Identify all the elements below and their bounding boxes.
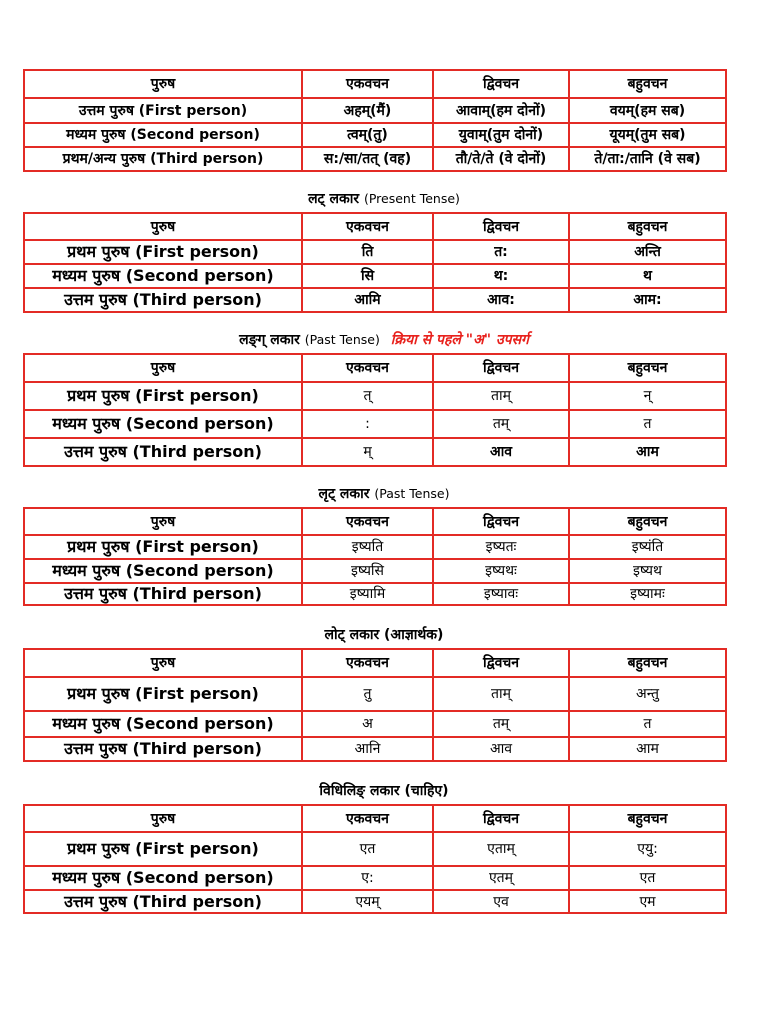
cell: त:: [433, 240, 569, 264]
cell: इष्यंति: [569, 535, 726, 559]
lrit-heading: [0, 484, 768, 503]
vidhiling-heading: [0, 781, 768, 800]
cell: ताम्: [433, 677, 569, 711]
row-label: प्रथम पुरुष (First person): [24, 240, 302, 264]
row-label: प्रथम पुरुष (First person): [24, 677, 302, 711]
lrit-subtitle: (Past Tense): [374, 486, 450, 501]
row-label: प्रथम पुरुष (First person): [24, 382, 302, 410]
row-label: उत्तम पुरुष (Third person): [24, 737, 302, 761]
cell: इष्यामि: [302, 583, 433, 605]
cell: एत: [302, 832, 433, 866]
cell: वयम्(हम सब): [569, 98, 726, 123]
cell: एम: [569, 890, 726, 913]
row-label: प्रथम पुरुष (First person): [24, 535, 302, 559]
row-label: उत्तम पुरुष (First person): [24, 98, 302, 123]
header-purush: पुरुष: [24, 649, 302, 677]
lang-heading: [0, 330, 768, 349]
header-singular: एकवचन: [302, 805, 433, 832]
cell: आम: [569, 438, 726, 466]
cell: त: [569, 410, 726, 438]
header-dual: द्विवचन: [433, 70, 569, 98]
cell: अन्तु: [569, 677, 726, 711]
cell: स:/सा/तत् (वह): [302, 147, 433, 171]
header-plural: बहुवचन: [569, 70, 726, 98]
cell: यूयम्(तुम सब): [569, 123, 726, 147]
header-singular: एकवचन: [302, 508, 433, 535]
lang-note: क्रिया से पहले "अ" उपसर्ग: [390, 332, 529, 348]
cell: :: [302, 410, 433, 438]
cell: एव: [433, 890, 569, 913]
header-plural: बहुवचन: [569, 649, 726, 677]
lang-table: [23, 353, 727, 467]
row-label: मध्यम पुरुष (Second person): [24, 866, 302, 890]
cell: अ: [302, 711, 433, 737]
row-label: उत्तम पुरुष (Third person): [24, 288, 302, 312]
header-plural: बहुवचन: [569, 805, 726, 832]
cell: एयु:: [569, 832, 726, 866]
cell: तम्: [433, 711, 569, 737]
cell: तम्: [433, 410, 569, 438]
row-label: उत्तम पुरुष (Third person): [24, 583, 302, 605]
cell: एताम्: [433, 832, 569, 866]
header-dual: द्विवचन: [433, 508, 569, 535]
header-dual: द्विवचन: [433, 805, 569, 832]
lrit-table: [23, 507, 727, 606]
lang-subtitle: (Past Tense): [304, 332, 380, 347]
cell: तौ/ते/ते (वे दोनों): [433, 147, 569, 171]
header-singular: एकवचन: [302, 649, 433, 677]
cell: अहम्(मैं): [302, 98, 433, 123]
cell: आम:: [569, 288, 726, 312]
cell: तु: [302, 677, 433, 711]
cell: एतम्: [433, 866, 569, 890]
header-singular: एकवचन: [302, 70, 433, 98]
row-label: प्रथम/अन्य पुरुष (Third person): [24, 147, 302, 171]
row-label: उत्तम पुरुष (Third person): [24, 438, 302, 466]
cell: आव: [433, 737, 569, 761]
lot-heading: [0, 625, 768, 644]
cell: ते/ता:/तानि (वे सब): [569, 147, 726, 171]
cell: म्: [302, 438, 433, 466]
cell: आव:: [433, 288, 569, 312]
cell: इष्यतः: [433, 535, 569, 559]
cell: इष्यावः: [433, 583, 569, 605]
cell: आव: [433, 438, 569, 466]
cell: ति: [302, 240, 433, 264]
lot-table: [23, 648, 727, 762]
header-purush: पुरुष: [24, 354, 302, 382]
header-singular: एकवचन: [302, 213, 433, 240]
cell: त्वम्(तु): [302, 123, 433, 147]
cell: युवाम्(तुम दोनों): [433, 123, 569, 147]
header-plural: बहुवचन: [569, 508, 726, 535]
cell: इष्यामः: [569, 583, 726, 605]
header-purush: पुरुष: [24, 213, 302, 240]
header-dual: द्विवचन: [433, 649, 569, 677]
row-label: मध्यम पुरुष (Second person): [24, 711, 302, 737]
cell: एत: [569, 866, 726, 890]
cell: आम: [569, 737, 726, 761]
cell: इष्यसि: [302, 559, 433, 583]
lat-subtitle: (Present Tense): [363, 191, 460, 206]
cell: आनि: [302, 737, 433, 761]
cell: इष्यति: [302, 535, 433, 559]
cell: त्: [302, 382, 433, 410]
cell: थ: [569, 264, 726, 288]
pronoun-table: [23, 69, 727, 172]
lrit-title: लृट् लकार: [318, 486, 370, 502]
row-label: मध्यम पुरुष (Second person): [24, 123, 302, 147]
cell: इष्यथ: [569, 559, 726, 583]
cell: अन्ति: [569, 240, 726, 264]
cell: आमि: [302, 288, 433, 312]
header-purush: पुरुष: [24, 70, 302, 98]
header-plural: बहुवचन: [569, 213, 726, 240]
cell: थ:: [433, 264, 569, 288]
header-purush: पुरुष: [24, 508, 302, 535]
row-label: मध्यम पुरुष (Second person): [24, 559, 302, 583]
cell: एयम्: [302, 890, 433, 913]
row-label: प्रथम पुरुष (First person): [24, 832, 302, 866]
cell: सि: [302, 264, 433, 288]
row-label: उत्तम पुरुष (Third person): [24, 890, 302, 913]
lot-title: लोट् लकार (आज्ञार्थक): [324, 627, 444, 643]
vidhiling-table: [23, 804, 727, 914]
vidhiling-title: विधिलिङ् लकार (चाहिए): [319, 783, 449, 799]
row-label: मध्यम पुरुष (Second person): [24, 410, 302, 438]
cell: त: [569, 711, 726, 737]
lat-table: [23, 212, 727, 313]
header-plural: बहुवचन: [569, 354, 726, 382]
row-label: मध्यम पुरुष (Second person): [24, 264, 302, 288]
cell: इष्यथः: [433, 559, 569, 583]
header-dual: द्विवचन: [433, 354, 569, 382]
header-singular: एकवचन: [302, 354, 433, 382]
lat-heading: [0, 189, 768, 208]
header-purush: पुरुष: [24, 805, 302, 832]
cell: न्: [569, 382, 726, 410]
header-dual: द्विवचन: [433, 213, 569, 240]
cell: ए:: [302, 866, 433, 890]
cell: आवाम्(हम दोनों): [433, 98, 569, 123]
cell: ताम्: [433, 382, 569, 410]
lang-title: लङ्ग् लकार: [239, 332, 300, 348]
lat-title: लट् लकार: [308, 191, 360, 207]
